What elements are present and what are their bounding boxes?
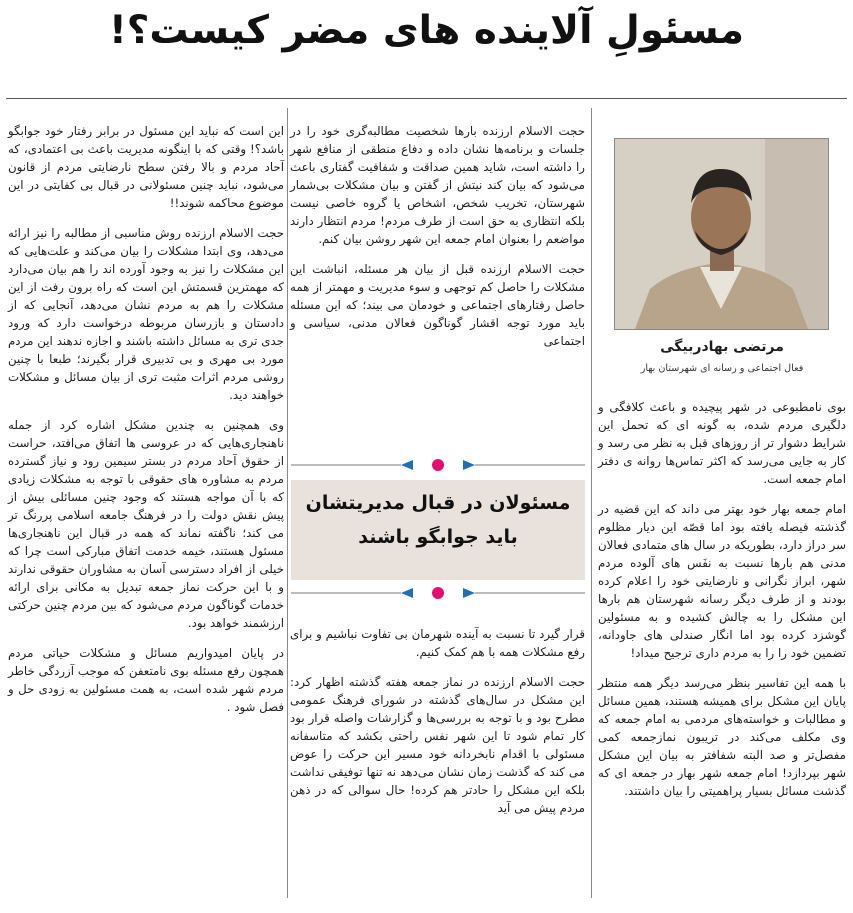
author-photo xyxy=(614,138,829,330)
paragraph: حجت الاسلام ارزنده روش مناسبی از مطالبه را نیز ارائه می‌دهد، وی ابتدا مشکلات را بیان می‌کند و علت‌هایی که این مشکلات را نیز به وجود آورده اند را هم بیان می‌دارد که مهمترین قسمتش این است که راه برون رفت از این مشکلات را هم به مردم نشان می‌دهد، آنجایی که از دادستان و بازرسان مربوطه درخواست دارد که ورود جدی تری به مسائل داشته باشند و اجازه ندهند این مردم مورد بی مهری و بی تدبیری قرار بگیرند؛ طبعا با چنین روشی مردم اثرات مثبت تری از بیان مسائل و مشکلات خواهند دید. xyxy=(8,226,284,402)
paragraph: حجت الاسلام ارزنده در نماز جمعه هفته گذشته اظهار کرد: این مشکل در سال‌های گذشته در شورای فرهنگ عمومی مطرح بود و با توجه به بررسی‌ها و گزارشات واصله قرار بود کار تمام شود تا این شهر نفس راحتی بکشد که متاسفانه مسئولی با اقدام نابخردانه خود مسیر این حرکت را عوض می کند که گذشت زمان نشان می‌دهد نه تنها توفیقی نداشت بلکه این مشکل را حادتر هم کرده! حال سوالی که در ذهن مردم پیش می آید xyxy=(290,675,585,815)
column-divider xyxy=(591,108,592,898)
portrait-photo-icon xyxy=(615,139,828,329)
pull-quote: مسئولان در قبال مدیریتشان باید جوابگو باشند xyxy=(291,480,585,580)
left-column xyxy=(8,122,284,728)
paragraph: حجت الاسلام ارزنده بارها شخصیت مطالبه‌گری خود را در جلسات و برنامه‌ها نشان داده و دفاع منطقی از منافع شهر را داشته است، شاید همین صداقت و شفافیت گفتاری باعث می‌شود که بیان کند نیتش از گفتن و بیان مشکلات بی‌شمار شهرستان، تخریب شخص، اشخاص یا گروه خاصی نیست بلکه انتظاری به حق است از طرف مردم! مردم انتظار دارند مواضعم را بعنوان امام جمعه این شهر روشن بیان کنم. xyxy=(290,124,585,246)
diamond-divider-icon xyxy=(291,458,585,472)
paragraph: در پایان امیدواریم مسائل و مشکلات حیاتی مردم همچون رفع مسئله بوی نامتعفن که موجب آزردگی خاطر مردم شهر شده است، به همت مسئولین به زودی حل و فصل شود . xyxy=(8,646,284,714)
paragraph: قرار گیرد تا نسبت به آینده شهرمان بی تفاوت نباشیم و برای رفع مشکلات همه با هم کمک کنیم. xyxy=(290,627,585,659)
column-divider xyxy=(287,108,288,898)
author-name: مرتضی بهادربیگی xyxy=(660,339,784,355)
paragraph: بوی نامطبوعی در شهر پیچیده و باعث کلافگی و دلگیری مردم شده، به گونه ای که تحمل این شرایط دشوار تر از روزهای قبل به نظر می رسد و کار به جایی می‌رسد که اکثر تماس‌ها روانه ی دفتر امام جمعه است. xyxy=(598,400,846,486)
paragraph: امام جمعه بهار خود بهتر می داند که این قضیه در گذشته فیصله یافته بود اما قصّه این دیار مظلوم سر دراز دارد، بطوریکه در سال های متمادی فعالان مدنی هم بارها نسبت به نفَس های آلوده مردم شهر، ابراز نگرانی و نارضایتی خود را اعلام کرده بودند و از طرف دیگر رسانه شهرستان هم بارها این مشکل را به چالش کشیده و به مسئولین گوشزد کرده بود اما انگار صندلی های جاودانه، تضمین خود را را به مردم داری ترجیح میداد! xyxy=(598,502,846,660)
middle-column-bottom xyxy=(290,625,585,829)
paragraph: با همه این تفاسیر بنظر می‌رسد دیگر همه منتظر پایان این مشکل برای همیشه هستند، همین مسائل و مطالبات و خواسته‌های مردمی به امام جمعه که وی مکلف می‌کند در تریبون نمازجمعه کمی مفصل‌تر و صد البته شفافتر به بیان این مشکل شهر بپردازد! امام جمعه شهر بهار در جمعه ای که گذشت مسائل بسیار پراهمیتی را بیان داشتند. xyxy=(598,676,846,798)
right-column xyxy=(598,108,846,812)
headline: مسئولِ آلاینده های مضر کیست؟! xyxy=(108,8,745,53)
paragraph: وی همچنین به چندین مشکل اشاره کرد از جمله ناهنجاری‌هایی که در عروسی ها اتفاق می‌افتد، حراست از حقوق آحاد مردم در بستر سیمین رود و نیاز گسترده مردم به مشاوره های حقوقی با توجه به مشکلات زیادی که با آن مواجه هستند که وجود چنین مسائلی بیش از پیش نقش دولت را در فرهنگ جامعه اسلامی پررنگ تر می کند؛ ناگفته نماند که همه در قبال این ناهنجاری‌ها مسئول هستند، خیمه خدمت اتفاق مبارکی است چرا که خیلی از افراد دسترسی آسان به مشاوران حقوقی ندارند و با این حرکت نماز جمعه تبدیل به مکانی برای ارائه خدمات گوناگون مردم می‌شود که بین مردم چنین حرکتی ارزشمند خواهد بود. xyxy=(8,418,284,630)
headline-rule xyxy=(6,98,847,99)
middle-column-top xyxy=(290,122,585,362)
paragraph: این است که نباید این مسئول در برابر رفتار خود جوابگو باشد؟! وقتی که با اینگونه مدیریت باعث بی اعتمادی، که آحاد مردم و بالا رفتن سطح نارضایتی مردم از قانون می‌شود، نباید چنین مسئولانی در قبال بی کفایتی در این موضوع محاکمه شوند!! xyxy=(8,124,284,210)
diamond-divider-icon xyxy=(291,586,585,600)
paragraph: حجت الاسلام ارزنده قبل از بیان هر مسئله، انباشت این مشکلات را حاصل کم توجهی و سوء مدیریت و مهمتر از همه حاصل رفتارهای اجتماعی و خودمان می بیند؛ که این مسئله باید مورد توجه اقشار گوناگون فعالان مدنی، سیاسی و اجتماعی xyxy=(290,262,585,348)
author-title: فعال اجتماعی و رسانه ای شهرستان بهار xyxy=(640,363,804,374)
pull-quote-box xyxy=(291,450,585,610)
